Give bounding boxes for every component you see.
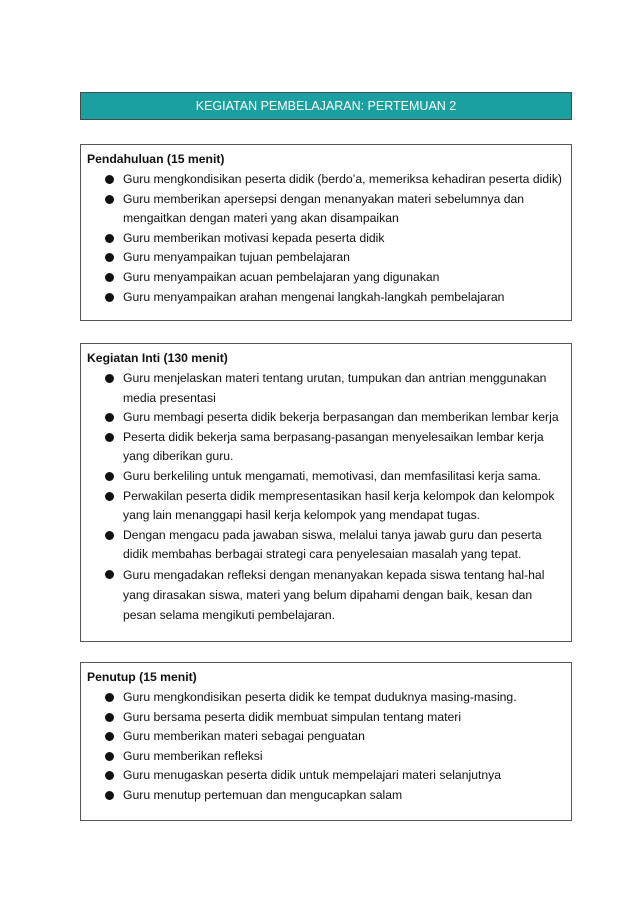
list-item: Perwakilan peserta didik mempresentasikan hasil kerja kelompok dan kelompok yang lain menanggapi hasil kerja kelompok yang mendapat tugas. [87, 487, 563, 526]
section-penutup [80, 662, 572, 821]
bullet-list [87, 369, 563, 626]
list-item: Guru menyampaikan arahan mengenai langkah-langkah pembelajaran [87, 288, 563, 308]
list-item: Guru mengkondisikan peserta didik ke tempat duduknya masing-masing. [87, 688, 563, 708]
bullet-list [87, 688, 563, 806]
list-item: Guru menugaskan peserta didik untuk mempelajari materi selanjutnya [87, 766, 563, 786]
list-item: Dengan mengacu pada jawaban siswa, melalui tanya jawab guru dan peserta didik membahas berbagai strategi cara penyelesaian masalah yang tepat. [87, 526, 563, 565]
section-pendahuluan [80, 144, 572, 321]
list-item: Guru mengkondisikan peserta didik (berdo’a, memeriksa kehadiran peserta didik) [87, 170, 563, 190]
list-item: Peserta didik bekerja sama berpasang-pasangan menyelesaikan lembar kerja yang diberikan guru. [87, 428, 563, 467]
bullet-list [87, 170, 563, 307]
list-item: Guru bersama peserta didik membuat simpulan tentang materi [87, 708, 563, 728]
list-item: Guru membagi peserta didik bekerja berpasangan dan memberikan lembar kerja [87, 408, 563, 428]
list-item: Guru memberikan apersepsi dengan menanyakan materi sebelumnya dan mengaitkan dengan materi yang akan disampaikan [87, 190, 563, 229]
list-item: Guru menyampaikan acuan pembelajaran yang digunakan [87, 268, 563, 288]
list-item: Guru memberikan refleksi [87, 747, 563, 767]
section-title: Penutup (15 menit) [87, 670, 197, 684]
list-item: Guru memberikan materi sebagai penguatan [87, 727, 563, 747]
list-item: Guru menyampaikan tujuan pembelajaran [87, 248, 563, 268]
section-title: Kegiatan Inti (130 menit) [87, 351, 228, 365]
page-title: KEGIATAN PEMBELAJARAN: PERTEMUAN 2 [80, 92, 572, 120]
list-item: Guru berkeliling untuk mengamati, memotivasi, dan memfasilitasi kerja sama. [87, 467, 563, 487]
list-item: Guru memberikan motivasi kepada peserta didik [87, 229, 563, 249]
section-title: Pendahuluan (15 menit) [87, 152, 225, 166]
list-item: Guru mengadakan refleksi dengan menanyakan kepada siswa tentang hal-hal yang dirasakan siswa, materi yang belum dipahami dengan baik, kesan dan pesan selama mengikuti pembelajaran. [87, 565, 563, 626]
list-item: Guru menjelaskan materi tentang urutan, tumpukan dan antrian menggunakan media presentasi [87, 369, 563, 408]
list-item: Guru menutup pertemuan dan mengucapkan salam [87, 786, 563, 806]
section-kegiatan-inti [80, 343, 572, 642]
